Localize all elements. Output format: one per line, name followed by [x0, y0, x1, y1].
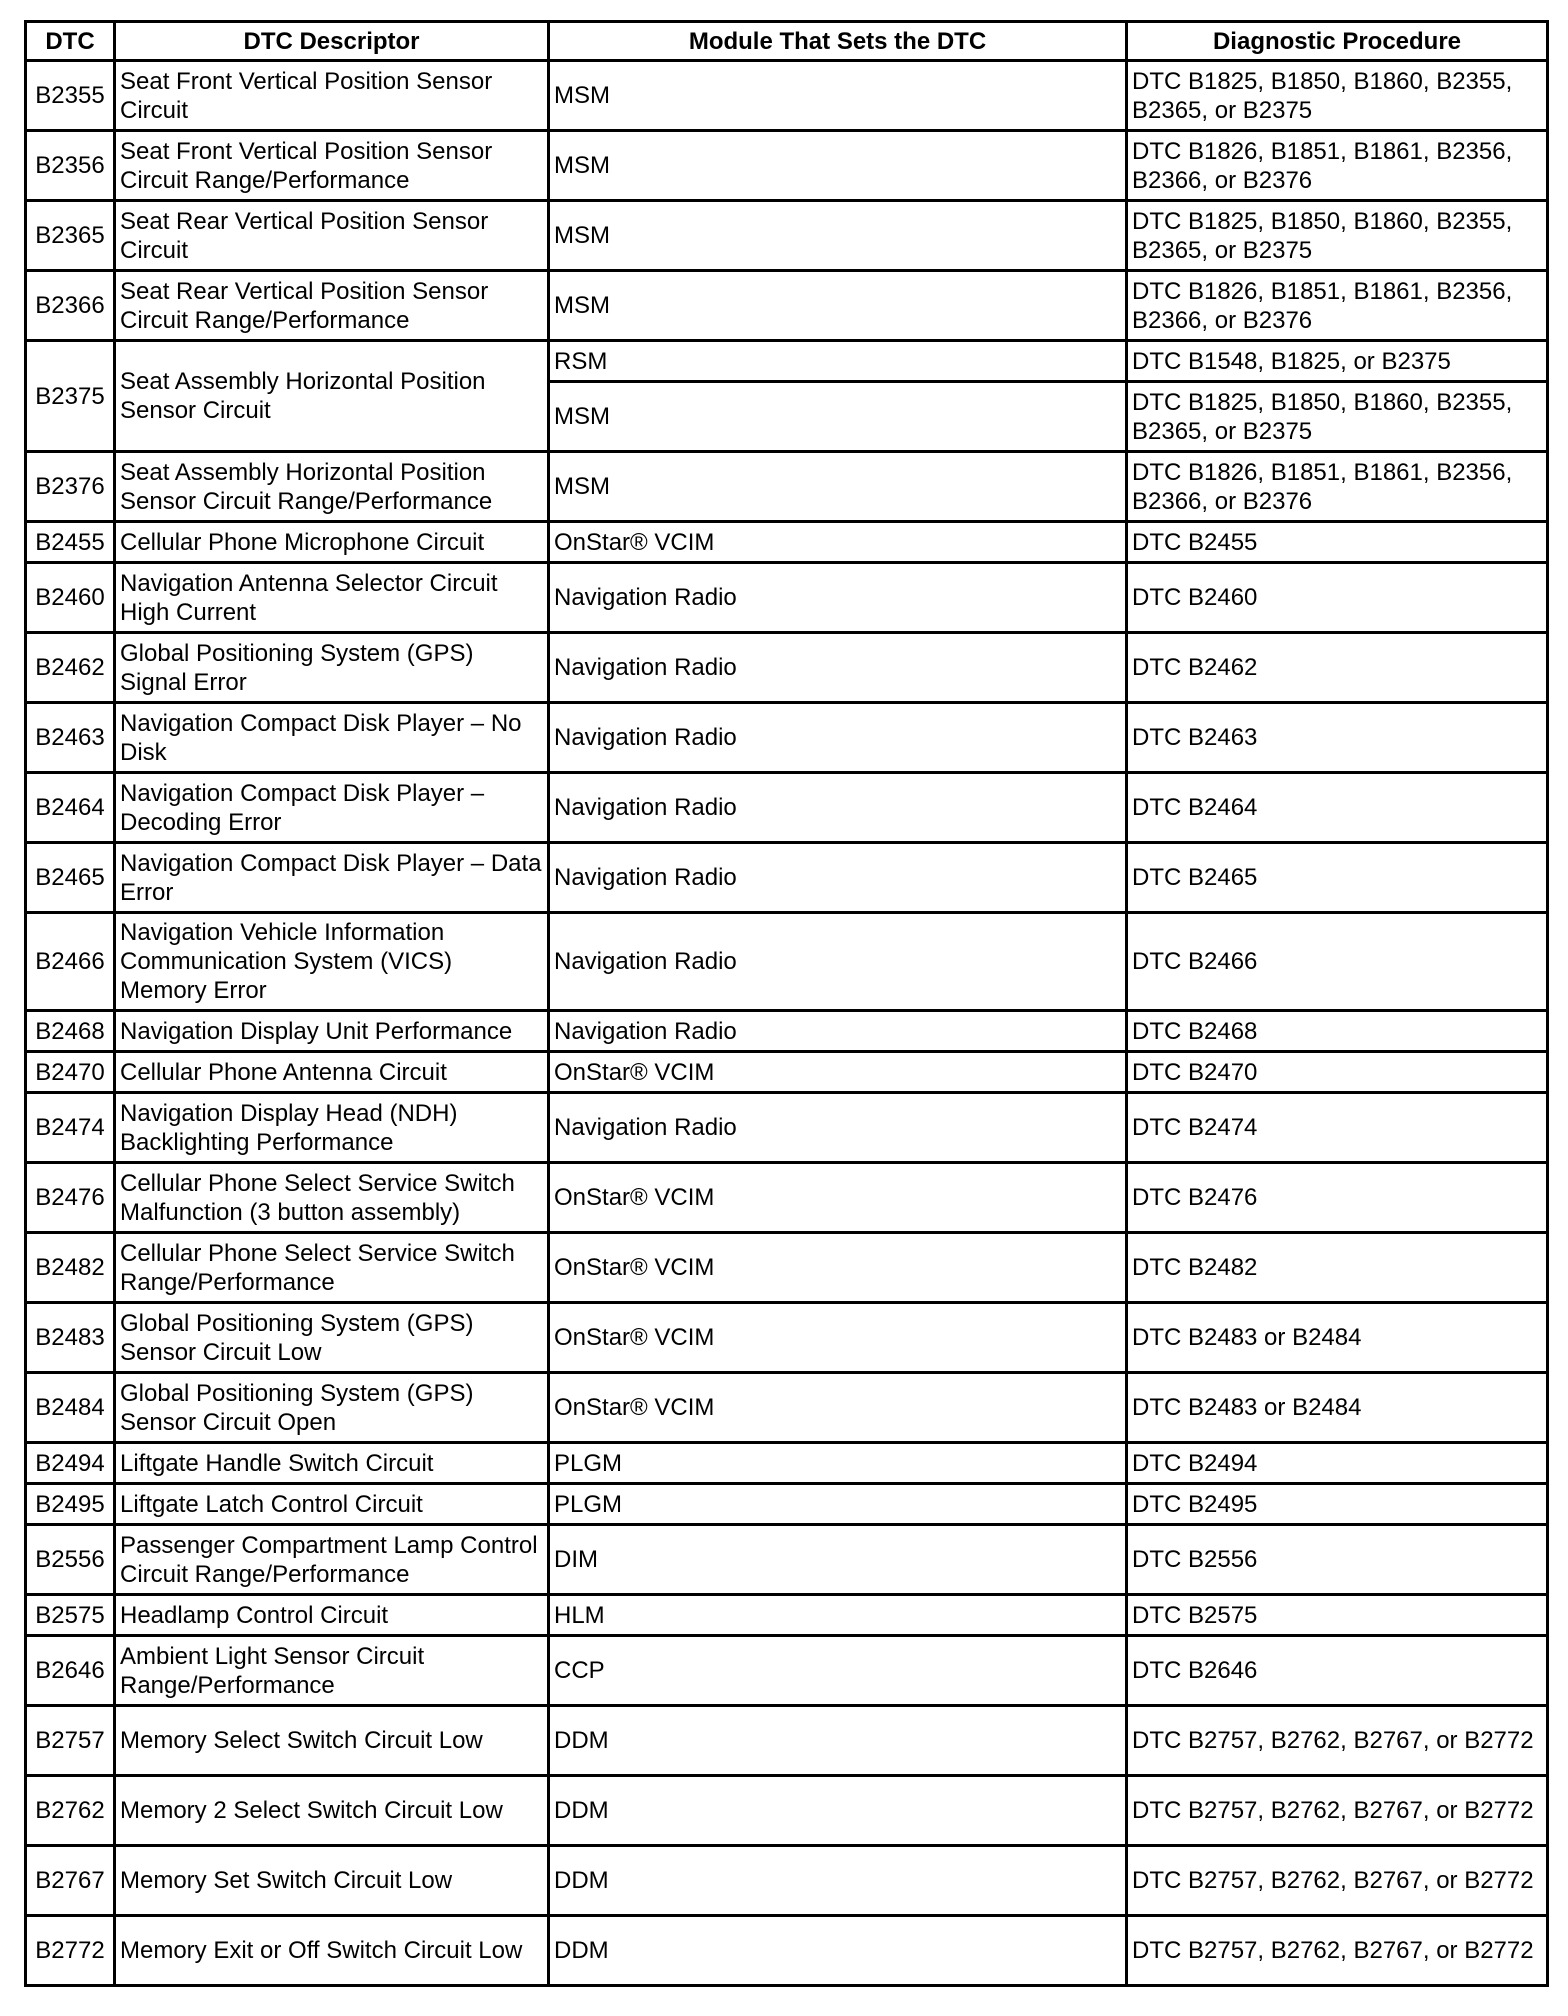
- dtc-module: Navigation Radio: [549, 843, 1127, 913]
- dtc-procedure: DTC B2460: [1127, 563, 1548, 633]
- dtc-module: MSM: [549, 131, 1127, 201]
- table-row: [26, 1443, 1548, 1484]
- dtc-procedure: DTC B2494: [1127, 1443, 1548, 1484]
- dtc-module: Navigation Radio: [549, 773, 1127, 843]
- table-row: [26, 452, 1548, 522]
- table-row: [26, 1233, 1548, 1303]
- table-row: [26, 1373, 1548, 1443]
- table-row: [26, 1303, 1548, 1373]
- dtc-code: B2375: [26, 341, 115, 452]
- dtc-module: RSM: [549, 341, 1127, 382]
- dtc-descriptor: Cellular Phone Antenna Circuit: [115, 1052, 549, 1093]
- table-row: [26, 1636, 1548, 1706]
- dtc-code: B2476: [26, 1163, 115, 1233]
- dtc-descriptor: Seat Assembly Horizontal Position Sensor Circuit Range/Performance: [115, 452, 549, 522]
- dtc-module: DDM: [549, 1776, 1127, 1846]
- dtc-code: B2455: [26, 522, 115, 563]
- dtc-procedure: DTC B1826, B1851, B1861, B2356, B2366, or B2376: [1127, 452, 1548, 522]
- dtc-module: MSM: [549, 201, 1127, 271]
- dtc-descriptor: Memory Set Switch Circuit Low: [115, 1846, 549, 1916]
- table-row: [26, 1011, 1548, 1052]
- dtc-procedure: DTC B2463: [1127, 703, 1548, 773]
- dtc-code: B2462: [26, 633, 115, 703]
- dtc-code: B2482: [26, 1233, 115, 1303]
- dtc-module: CCP: [549, 1636, 1127, 1706]
- dtc-procedure: DTC B2455: [1127, 522, 1548, 563]
- table-row: [26, 1595, 1548, 1636]
- dtc-code: B2772: [26, 1916, 115, 1986]
- dtc-procedure: DTC B2483 or B2484: [1127, 1373, 1548, 1443]
- dtc-procedure: DTC B2462: [1127, 633, 1548, 703]
- dtc-descriptor: Navigation Display Unit Performance: [115, 1011, 549, 1052]
- dtc-module: Navigation Radio: [549, 703, 1127, 773]
- table-row: [26, 1093, 1548, 1163]
- dtc-module: OnStar® VCIM: [549, 1233, 1127, 1303]
- dtc-module: MSM: [549, 382, 1127, 452]
- header-diagnostic-procedure: Diagnostic Procedure: [1127, 22, 1548, 61]
- table-row: [26, 1916, 1548, 1986]
- dtc-module: OnStar® VCIM: [549, 522, 1127, 563]
- dtc-module: MSM: [549, 61, 1127, 131]
- dtc-procedure: DTC B2474: [1127, 1093, 1548, 1163]
- dtc-procedure: DTC B2482: [1127, 1233, 1548, 1303]
- dtc-procedure: DTC B2495: [1127, 1484, 1548, 1525]
- dtc-procedure: DTC B2757, B2762, B2767, or B2772: [1127, 1706, 1548, 1776]
- dtc-descriptor: Liftgate Latch Control Circuit: [115, 1484, 549, 1525]
- dtc-module: MSM: [549, 271, 1127, 341]
- table-row: [26, 1525, 1548, 1595]
- dtc-procedure: DTC B2468: [1127, 1011, 1548, 1052]
- dtc-module: Navigation Radio: [549, 1093, 1127, 1163]
- dtc-procedure: DTC B2757, B2762, B2767, or B2772: [1127, 1916, 1548, 1986]
- dtc-procedure: DTC B1826, B1851, B1861, B2356, B2366, or B2376: [1127, 131, 1548, 201]
- table-row: [26, 522, 1548, 563]
- dtc-procedure: DTC B2470: [1127, 1052, 1548, 1093]
- table-row: [26, 563, 1548, 633]
- dtc-procedure: DTC B2483 or B2484: [1127, 1303, 1548, 1373]
- dtc-descriptor: Global Positioning System (GPS) Signal Error: [115, 633, 549, 703]
- dtc-code: B2757: [26, 1706, 115, 1776]
- dtc-module: Navigation Radio: [549, 633, 1127, 703]
- dtc-descriptor: Seat Front Vertical Position Sensor Circuit: [115, 61, 549, 131]
- dtc-code: B2460: [26, 563, 115, 633]
- dtc-code: B2355: [26, 61, 115, 131]
- dtc-table: [24, 20, 1549, 1987]
- dtc-module: PLGM: [549, 1484, 1127, 1525]
- dtc-descriptor: Headlamp Control Circuit: [115, 1595, 549, 1636]
- table-row: [26, 1846, 1548, 1916]
- table-row: [26, 201, 1548, 271]
- dtc-descriptor: Liftgate Handle Switch Circuit: [115, 1443, 549, 1484]
- dtc-module: OnStar® VCIM: [549, 1373, 1127, 1443]
- dtc-descriptor: Navigation Antenna Selector Circuit High Current: [115, 563, 549, 633]
- dtc-code: B2464: [26, 773, 115, 843]
- dtc-descriptor: Navigation Compact Disk Player – No Disk: [115, 703, 549, 773]
- dtc-module: OnStar® VCIM: [549, 1052, 1127, 1093]
- dtc-code: B2474: [26, 1093, 115, 1163]
- dtc-procedure: DTC B1826, B1851, B1861, B2356, B2366, or B2376: [1127, 271, 1548, 341]
- dtc-code: B2646: [26, 1636, 115, 1706]
- dtc-descriptor: Seat Rear Vertical Position Sensor Circuit Range/Performance: [115, 271, 549, 341]
- dtc-module: MSM: [549, 452, 1127, 522]
- table-row: [26, 131, 1548, 201]
- dtc-code: B2463: [26, 703, 115, 773]
- dtc-procedure: DTC B1548, B1825, or B2375: [1127, 341, 1548, 382]
- dtc-code: B2494: [26, 1443, 115, 1484]
- dtc-code: B2465: [26, 843, 115, 913]
- dtc-code: B2767: [26, 1846, 115, 1916]
- dtc-module: OnStar® VCIM: [549, 1303, 1127, 1373]
- dtc-descriptor: Seat Front Vertical Position Sensor Circuit Range/Performance: [115, 131, 549, 201]
- dtc-descriptor: Global Positioning System (GPS) Sensor Circuit Open: [115, 1373, 549, 1443]
- dtc-procedure: DTC B2464: [1127, 773, 1548, 843]
- dtc-procedure: DTC B2757, B2762, B2767, or B2772: [1127, 1776, 1548, 1846]
- dtc-descriptor: Memory 2 Select Switch Circuit Low: [115, 1776, 549, 1846]
- dtc-code: B2365: [26, 201, 115, 271]
- table-header-row: [26, 22, 1548, 61]
- dtc-procedure: DTC B2646: [1127, 1636, 1548, 1706]
- dtc-code: B2468: [26, 1011, 115, 1052]
- table-row: [26, 1163, 1548, 1233]
- table-row: [26, 1776, 1548, 1846]
- dtc-descriptor: Global Positioning System (GPS) Sensor Circuit Low: [115, 1303, 549, 1373]
- dtc-descriptor: Ambient Light Sensor Circuit Range/Performance: [115, 1636, 549, 1706]
- dtc-procedure: DTC B1825, B1850, B1860, B2355, B2365, or B2375: [1127, 61, 1548, 131]
- dtc-descriptor: Cellular Phone Select Service Switch Range/Performance: [115, 1233, 549, 1303]
- dtc-procedure: DTC B2476: [1127, 1163, 1548, 1233]
- dtc-module: Navigation Radio: [549, 913, 1127, 1011]
- dtc-procedure: DTC B2465: [1127, 843, 1548, 913]
- dtc-code: B2356: [26, 131, 115, 201]
- dtc-module: DDM: [549, 1706, 1127, 1776]
- dtc-code: B2470: [26, 1052, 115, 1093]
- dtc-code: B2762: [26, 1776, 115, 1846]
- table-row: [26, 913, 1548, 1011]
- dtc-module: Navigation Radio: [549, 563, 1127, 633]
- dtc-descriptor: Seat Assembly Horizontal Position Sensor Circuit: [115, 341, 549, 452]
- dtc-code: B2495: [26, 1484, 115, 1525]
- table-row: [26, 843, 1548, 913]
- header-dtc: DTC: [26, 22, 115, 61]
- table-row: [26, 271, 1548, 341]
- dtc-procedure: DTC B1825, B1850, B1860, B2355, B2365, or B2375: [1127, 201, 1548, 271]
- dtc-module: OnStar® VCIM: [549, 1163, 1127, 1233]
- table-row: [26, 1484, 1548, 1525]
- dtc-code: B2366: [26, 271, 115, 341]
- dtc-code: B2483: [26, 1303, 115, 1373]
- dtc-procedure: DTC B2466: [1127, 913, 1548, 1011]
- dtc-descriptor: Cellular Phone Select Service Switch Malfunction (3 button assembly): [115, 1163, 549, 1233]
- dtc-descriptor: Navigation Compact Disk Player – Decoding Error: [115, 773, 549, 843]
- dtc-module: DDM: [549, 1916, 1127, 1986]
- dtc-descriptor: Memory Select Switch Circuit Low: [115, 1706, 549, 1776]
- dtc-module: DIM: [549, 1525, 1127, 1595]
- dtc-procedure: DTC B2556: [1127, 1525, 1548, 1595]
- dtc-descriptor: Navigation Vehicle Information Communication System (VICS) Memory Error: [115, 913, 549, 1011]
- table-row: [26, 703, 1548, 773]
- header-dtc-descriptor: DTC Descriptor: [115, 22, 549, 61]
- table-row: [26, 61, 1548, 131]
- dtc-code: B2376: [26, 452, 115, 522]
- dtc-code: B2575: [26, 1595, 115, 1636]
- dtc-module: Navigation Radio: [549, 1011, 1127, 1052]
- table-row: [26, 773, 1548, 843]
- dtc-descriptor: Seat Rear Vertical Position Sensor Circuit: [115, 201, 549, 271]
- table-row: [26, 341, 1548, 382]
- dtc-procedure: DTC B2575: [1127, 1595, 1548, 1636]
- table-row: [26, 1706, 1548, 1776]
- header-module: Module That Sets the DTC: [549, 22, 1127, 61]
- dtc-procedure: DTC B1825, B1850, B1860, B2355, B2365, or B2375: [1127, 382, 1548, 452]
- dtc-code: B2556: [26, 1525, 115, 1595]
- dtc-code: B2466: [26, 913, 115, 1011]
- dtc-descriptor: Cellular Phone Microphone Circuit: [115, 522, 549, 563]
- dtc-module: DDM: [549, 1846, 1127, 1916]
- dtc-descriptor: Navigation Display Head (NDH) Backlighting Performance: [115, 1093, 549, 1163]
- dtc-code: B2484: [26, 1373, 115, 1443]
- table-row: [26, 633, 1548, 703]
- dtc-module: PLGM: [549, 1443, 1127, 1484]
- table-row: [26, 1052, 1548, 1093]
- dtc-descriptor: Passenger Compartment Lamp Control Circuit Range/Performance: [115, 1525, 549, 1595]
- dtc-descriptor: Memory Exit or Off Switch Circuit Low: [115, 1916, 549, 1986]
- dtc-procedure: DTC B2757, B2762, B2767, or B2772: [1127, 1846, 1548, 1916]
- dtc-module: HLM: [549, 1595, 1127, 1636]
- dtc-descriptor: Navigation Compact Disk Player – Data Error: [115, 843, 549, 913]
